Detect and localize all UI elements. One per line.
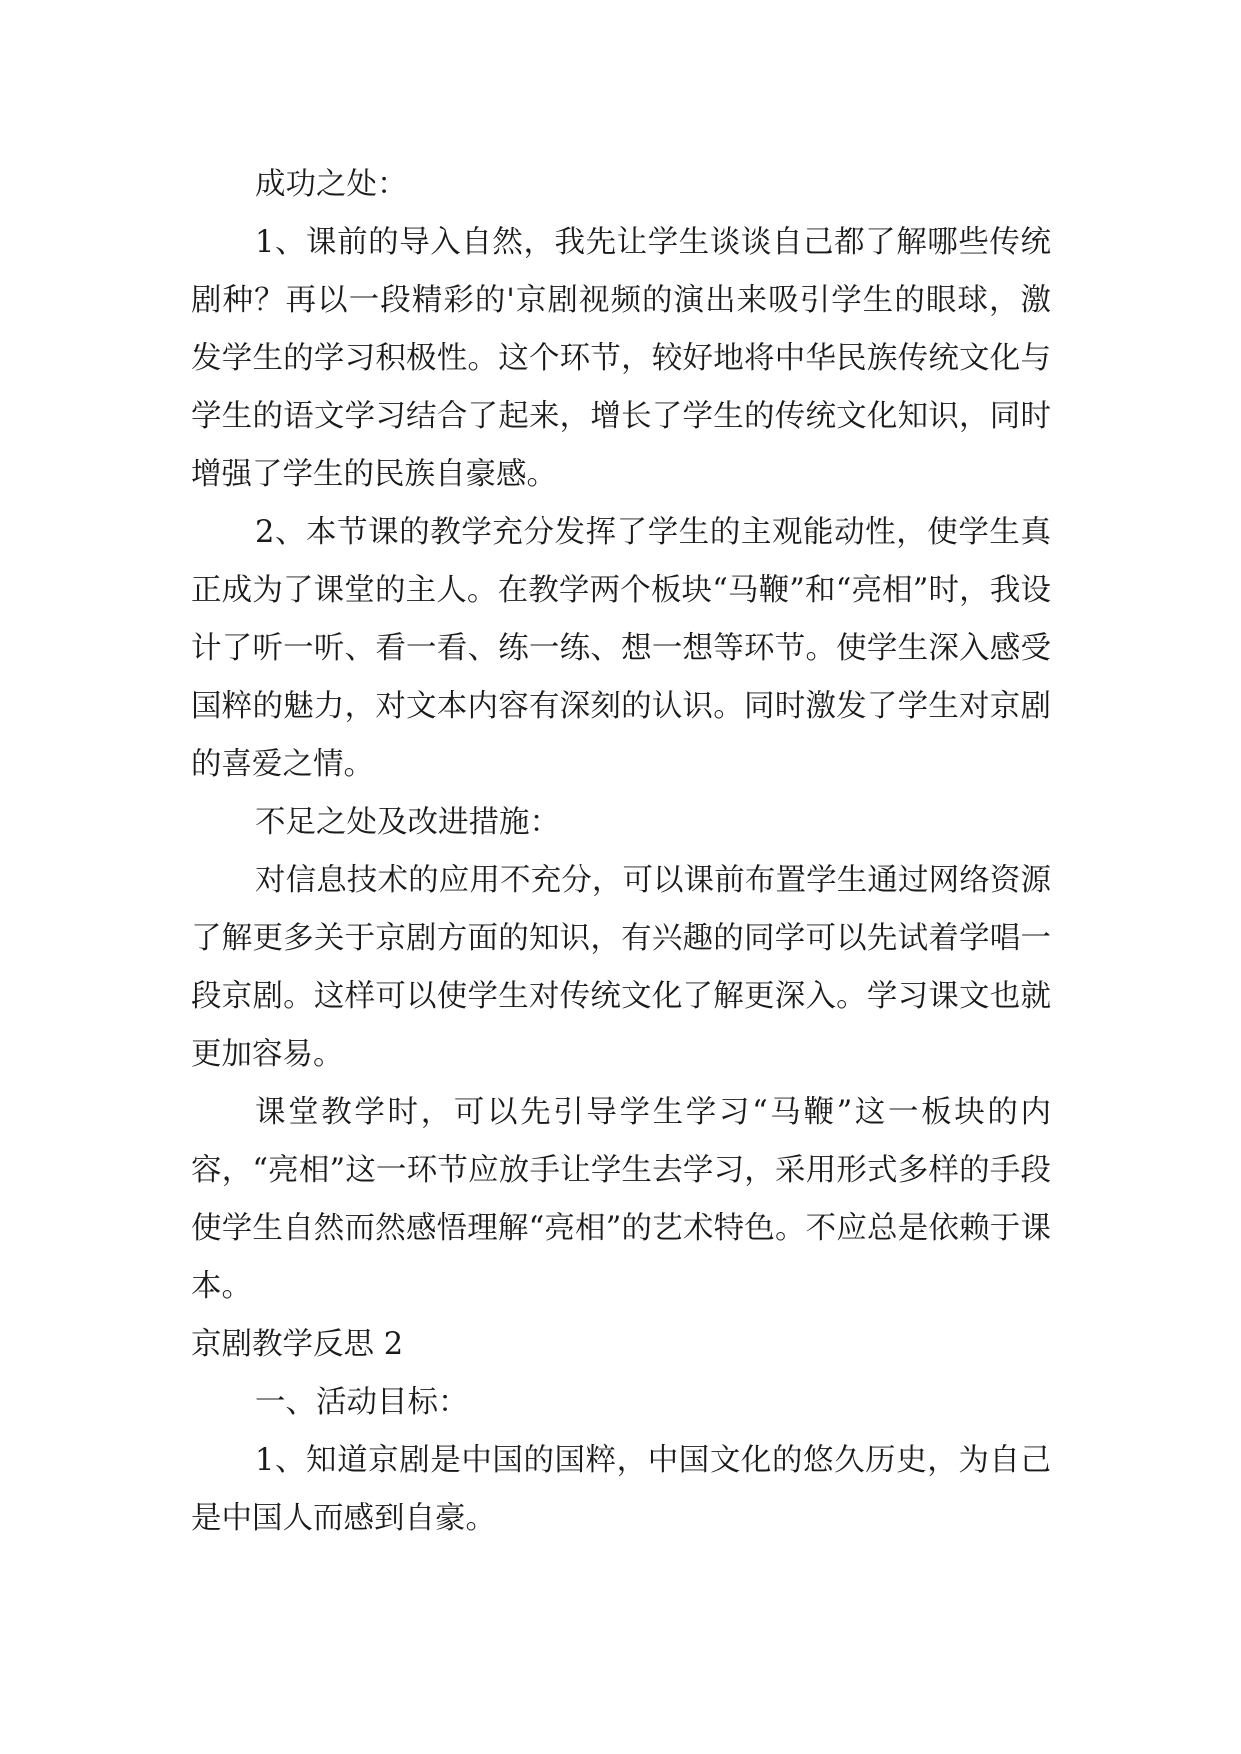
section-heading-shortcomings: 不足之处及改进措施：: [255, 805, 560, 840]
section-heading-objectives: 一、活动目标：: [255, 1385, 469, 1420]
paragraph-improvement-2: 课堂教学时，可以先引导学生学习“马鞭”这一板块的内容，“亮相”这一环节应放手让学生去学习，采用形式多样的手段使学生自然而然感悟理解“亮相”的艺术特色。不应总是依赖于课本。: [191, 1095, 1051, 1304]
document-title-2: 京剧教学反思 2: [191, 1327, 404, 1362]
paragraph-objective-1: 1、知道京剧是中国的国粹，中国文化的悠久历史，为自己是中国人而感到自豪。: [191, 1443, 1051, 1536]
paragraph-point-1: 1、课前的导入自然，我先让学生谈谈自己都了解哪些传统剧种？再以一段精彩的'京剧视频的演出来吸引学生的眼球，激发学生的学习积极性。这个环节，较好地将中华民族传统文化与学生的语文学习结合了起来，增长了学生的传统文化知识，同时增强了学生的民族自豪感。: [191, 225, 1051, 492]
paragraph-improvement-1: 对信息技术的应用不充分，可以课前布置学生通过网络资源了解更多关于京剧方面的知识，有兴趣的同学可以先试着学唱一段京剧。这样可以使学生对传统文化了解更深入。学习课文也就更加容易。: [191, 863, 1051, 1072]
section-heading-success: 成功之处：: [255, 167, 408, 202]
document-body: [191, 156, 1051, 1548]
paragraph-point-2: 2、本节课的教学充分发挥了学生的主观能动性，使学生真正成为了课堂的主人。在教学两个板块“马鞭”和“亮相”时，我设计了听一听、看一看、练一练、想一想等环节。使学生深入感受国粹的魅力，对文本内容有深刻的认识。同时激发了学生对京剧的喜爱之情。: [191, 515, 1051, 782]
